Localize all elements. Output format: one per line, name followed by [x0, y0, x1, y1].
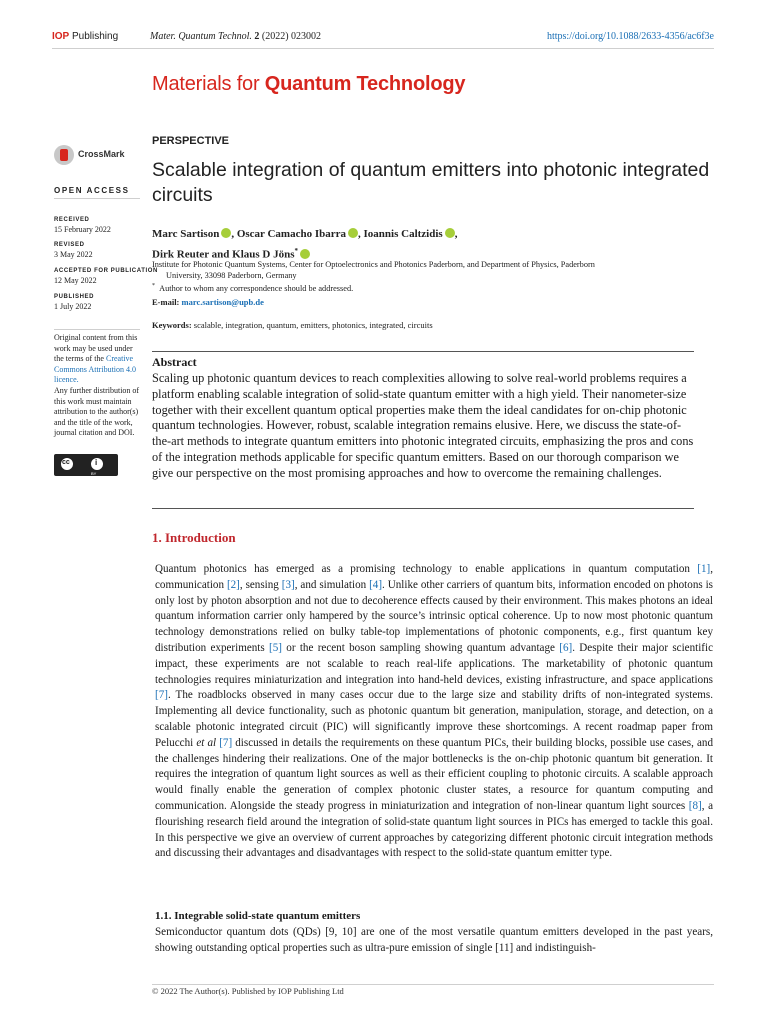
article-title: Scalable integration of quantum emitters into photonic integrated circuits [152, 159, 710, 206]
citation-link[interactable]: [7] [155, 689, 168, 702]
header-divider [52, 48, 714, 49]
orcid-icon[interactable] [348, 228, 358, 238]
citation-link[interactable]: [3] [281, 578, 295, 591]
keywords: Keywords: scalable, integration, quantum, emitters, photonics, integrated, circuits [152, 320, 433, 330]
footer-divider [152, 984, 714, 985]
journal-title: Materials for Quantum Technology [152, 73, 466, 95]
citation-link[interactable]: [4] [369, 578, 383, 591]
publisher-logo: IOP Publishing [52, 31, 119, 42]
orcid-icon[interactable] [300, 249, 310, 259]
revised-date: 3 May 2022 [54, 250, 93, 259]
email-link[interactable]: marc.sartison@upb.de [181, 297, 264, 307]
affiliation: Institute for Photonic Quantum Systems, Center for Optoelectronics and Photonics Paderborn, and Department of Physics, Paderborn University, 33098 Paderborn, Germany * Author to whom any correspondence should be addressed. [152, 260, 595, 293]
cc-by-badge: cc i BY [54, 454, 118, 476]
open-access-label: OPEN ACCESS [54, 186, 130, 195]
article-type: PERSPECTIVE [152, 135, 230, 147]
abstract [152, 352, 694, 482]
citation-link[interactable]: [1] [697, 563, 711, 575]
author-name: Oscar Camacho Ibarra [236, 228, 347, 240]
citation-link[interactable]: [6] [559, 641, 573, 654]
subsection-text: Semiconductor quantum dots (QDs) [9, 10] are one of the most versatile quantum emitters developed in the past years, showing outstanding optical properties such as ultra-pure emission of single [11] and indistinguish- [155, 926, 713, 954]
sidebar-divider [54, 198, 140, 199]
attribution-note: Any further distribution of this work must maintain attribution to the author(s) and the title of the work, journal citation and DOI. [54, 386, 140, 438]
doi-link[interactable]: https://doi.org/10.1088/2633-4356/ac6f3e [546, 31, 714, 42]
license-note: Original content from this work may be used under the terms of the Creative Commons Attribution 4.0 licence. [54, 333, 138, 385]
citation: Mater. Quantum Technol. 2 (2022) 023002 [150, 31, 322, 42]
email-line: E-mail: marc.sartison@upb.de [152, 297, 264, 307]
abstract-bottom-rule [152, 508, 694, 509]
citation-link[interactable]: [7] [219, 736, 233, 749]
subsection-heading: 1.1. Integrable solid-state quantum emitters [155, 910, 361, 922]
orcid-icon[interactable] [445, 228, 455, 238]
revised-label: REVISED [54, 242, 85, 248]
crossmark-badge[interactable]: CrossMark [54, 143, 124, 167]
abstract-heading: Abstract [152, 355, 197, 369]
citation-link[interactable]: [9, 10] [325, 926, 357, 938]
citation-link[interactable]: [11] [495, 941, 514, 954]
sidebar-divider-2 [54, 329, 140, 330]
orcid-icon[interactable] [221, 228, 231, 238]
accepted-label: ACCEPTED FOR PUBLICATION [54, 268, 158, 274]
received-label: RECEIVED [54, 217, 90, 223]
author-name: Marc Sartison [152, 228, 220, 240]
crossmark-icon [54, 145, 74, 165]
author-list: Marc Sartison , Oscar Camacho Ibarra , Ioannis Caltzidis , Dirk Reuter and Klaus D Jöns* [152, 228, 458, 261]
received-date: 15 February 2022 [54, 225, 111, 234]
accepted-date: 12 May 2022 [54, 276, 97, 285]
published-label: PUBLISHED [54, 294, 95, 300]
abstract-text: Scaling up photonic quantum devices to reach complexities allowing to solve real-world problems requires a platform enabling scalable integration of solid-state quantum emitter with a high yield. Their nanometer-size together with their excellent quantum optical properties make them the ideal candidates for on-chip photonic quantum technologies. However, robust, scalable integration remains elusive. Here, we discuss the state-of-the-art methods to integrate quantum emitters into photonic integrated circuits, emphasizing the pros and cons of the integration methods applicable for specific quantum emitters. Based on our thorough comparison we give our perspective on the most promising approaches and how to overcome the remaining challenges. [152, 371, 694, 480]
citation-link[interactable]: [8] [688, 799, 702, 812]
copyright: © 2022 The Author(s). Published by IOP Publishing Ltd [152, 986, 344, 996]
license-link[interactable]: Creative Commons Attribution 4.0 licence. [54, 354, 137, 385]
citation-link[interactable]: [2] [226, 578, 240, 591]
citation-link[interactable]: [5] [269, 641, 282, 654]
published-date: 1 July 2022 [54, 302, 92, 311]
introduction-text: Quantum photonics has emerged as a promising technology to enable applications in quantum computation [1], communication [2], sensing [3], and simulation [4]. Unlike other carriers of quantum bits, information encoded on photons is only lost by photon absorption and not due to decoherence effects caused by their environment. This makes photons an ideal quantum information carrier only hampered by the source’s intrinsic optical coherence. Up to now most photonic quantum technology demonstrations relied on bulky table-top implementations of photonic components, e.g., first quantum key distribution experiments [5] or the recent boson sampling showing quantum advantage [6]. Despite their major scientific impact, these experiments are not scalable to reach real-life applications. The marketability of photonic quantum technologies requires miniaturization and integration into hand-held devices, existing infrastructure, and space applications [7]. The roadblocks observed in many cases occur due to the large size and stability drifts of non-integrated systems. Implementing all device functionality, such as photonic quantum bit generation, manipulation, storage, and detection, on a scalable photonic integrated circuit (PIC) will significantly improve these shortcomings. A recent roadmap paper from Pelucchi et al [7] discussed in details the requirements on these quantum PICs, their building blocks, possible use cases, and the challenges hindering their realizations. One of the major bottlenecks is the on-chip photonic quantum bit generation. It requires the integration of quantum light sources as well as their efficient coupling to photonic circuits. A scalable approach would finally enable the generation of complex photonic cluster states, a resource for quantum computing and communication. Alongside the steady progress in miniaturization and integration of non-linear quantum light sources [8], a flourishing research field around the integration of solid-state quantum light sources in PICs has emerged to tackle this goal. In this perspective we give an overview of current approaches by categorizing different photonic circuit integration methods and discussing their advantages and disadvantages with respect to the solid-state quantum emitter type. [155, 563, 713, 860]
section-heading-introduction: 1. Introduction [152, 530, 236, 545]
author-name: Ioannis Caltzidis [363, 228, 443, 240]
